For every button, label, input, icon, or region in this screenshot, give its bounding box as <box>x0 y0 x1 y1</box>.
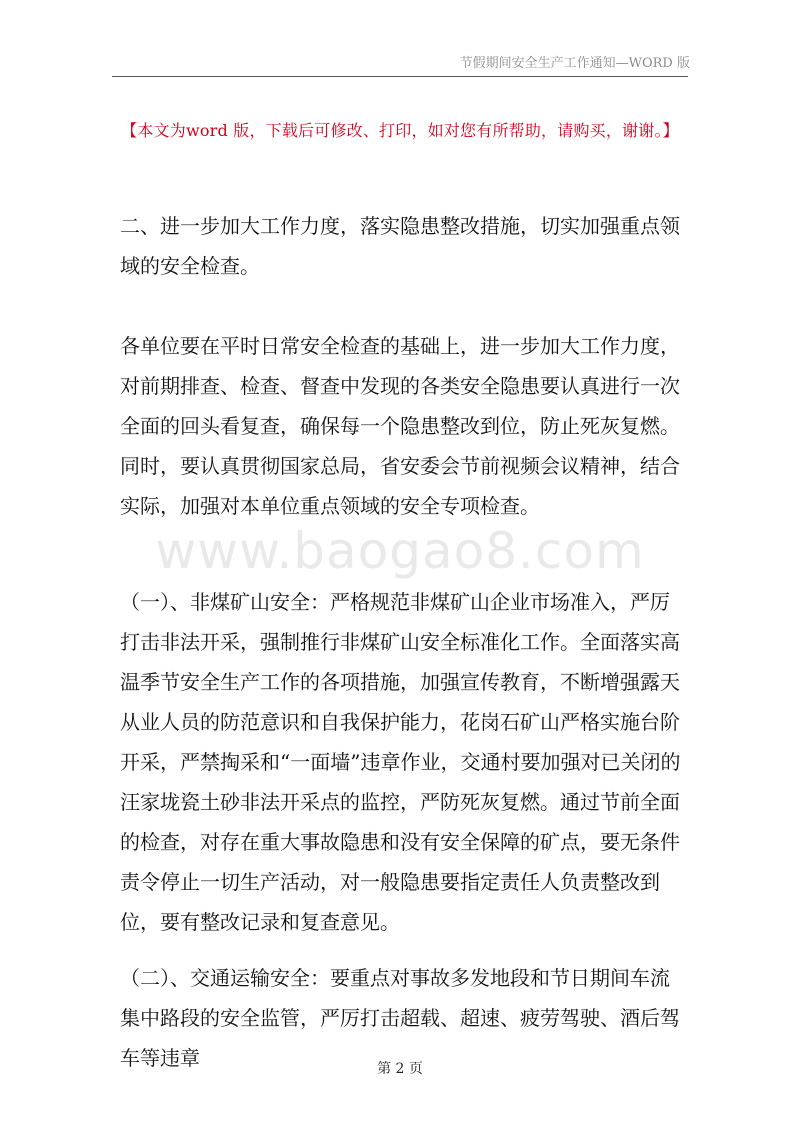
body-paragraph: （一）、非煤矿山安全：严格规范非煤矿山企业市场准入，严厉打击非法开采，强制推行非煤矿山安全标准化工作。全面落实高温季节安全生产工作的各项措施，加强宣传教育，不断增强露天从业人员的防范意识和自我保护能力，花岗石矿山严格实施台阶开采，严禁掏采和“一面墙”违章作业，交通村要加强对已关闭的汪家垅瓷土砂非法开采点的监控，严防死灰复燃。通过节前全面的检查，对存在重大事故隐患和没有安全保障的矿点，要无条件责令停止一切生产活动，对一般隐患要指定责任人负责整改到位，要有整改记录和复查意见。 <box>120 590 681 934</box>
page-number: 第 2 页 <box>377 1061 423 1077</box>
watermark: www.baogao8.com <box>155 522 645 580</box>
section-heading: 二、进一步加大工作力度，落实隐患整改措施，切实加强重点领域的安全检查。 <box>120 214 680 278</box>
body-paragraph: 各单位要在平时日常安全检查的基础上，进一步加大工作力度，对前期排查、检查、督查中发现的各类安全隐患要认真进行一次全面的回头看复查，确保每一个隐患整改到位，防止死灰复燃。同时，要认真贯彻国家总局，省安委会节前视频会议精神，结合实际，加强对本单位重点领域的安全专项检查。 <box>120 334 680 518</box>
header-title: 节假期间安全生产工作通知—WORD 版 <box>459 56 690 71</box>
header-rule <box>112 76 688 77</box>
download-notice: 【本文为word 版，下载后可修改、打印，如对您有所帮助，请购买，谢谢。】 <box>121 121 679 140</box>
body-paragraph: （二）、交通运输安全：要重点对事故多发地段和节日期间车流集中路段的安全监管，严厉打击超载、超速、疲劳驾驶、酒后驾车等违章 <box>120 966 680 1070</box>
